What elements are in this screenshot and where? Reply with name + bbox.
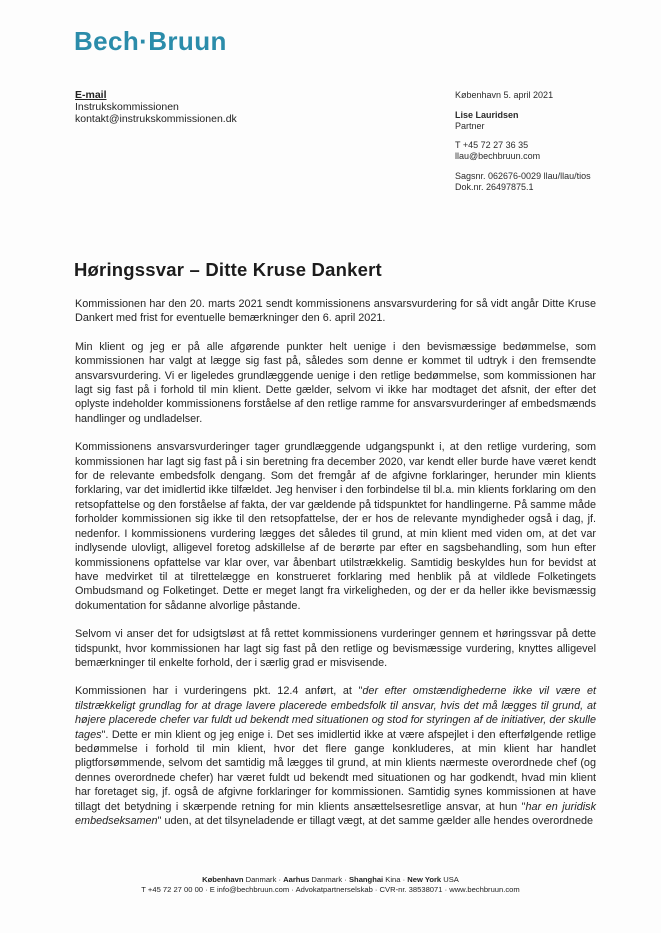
paragraph-3: Kommissionens ansvarsvurderinger tager grundlæggende udgangspunkt i, at den retlige vurdering, som kommissionen har lagt sig fast på i sin beretning fra december 2020, var kendt eller burde have været kendt for de relevante embedsfolk dengang. Som det fremgår af de afgivne forklaringer, herunder min klients forklaring, var det imidlertid ikke tilfældet. Jeg henviser i den forbindelse til bl.a. min klients forklaring om den retsopfattelse og den forståelse af fakta, der var gældende på tidspunktet for handlingerne. På samme måde forholder kommissionen sig ikke til den retsopfattelse, der er hos de relevante myndigheder også i dag, jf. nedenfor. I kommissionens vurdering lægges det således til grund, at min klient med viden om, at det var indlysende ulovligt, alligevel foretog adskillelse af de berørte par efter en sagsbehandling, som hun efter kommissionens opfattelse var klar over, var åbenbart utilstrækkelig. Samtidig beskyldes hun for bevidst at have medvirket til at tilrettelægge en konstrueret forklaring med henblik på at vildlede Folketingets Ombudsmand og Folketinget. Dette er meget langt fra virkeligheden, og der er da heller ikke bevismæssig dokumentation for sådanne alvorlige påstande. xyxy=(75,441,596,612)
recipient-channel-label: E-mail xyxy=(75,89,107,101)
paragraph-2: Min klient og jeg er på alle afgørende punkter helt uenige i den bevismæssige bedømmelse, som kommissionen har valgt at lægge sig fast på, således som denne er kommet til udtryk i den fremsendte ansvarsvurdering. Vi er ligeledes grundlæggende uenige i den retlige bedømmelse, som kommissionen har lagt sig fast på i forhold til min klient. Dette gælder, selvom vi ikke har modtaget det afsnit, der efter det oplyste indeholder kommissionens forståelse af den retlige ramme for ansvarsvurderinger af embedsmænds handlinger og undladelser. xyxy=(75,340,596,425)
paragraph-4: Selvom vi anser det for udsigtsløst at få rettet kommissionens vurderinger gennem et høringssvar på dette tidspunkt, hvor kommissionen har lagt sig fast på den retlige og bevismæssige vurdering, knyttes alligevel bemærkninger til enkelte forhold, der i særlig grad er misvisende. xyxy=(75,628,596,669)
contact-details-block xyxy=(455,140,591,162)
letter-heading: Høringssvar – Ditte Kruse Dankert xyxy=(74,259,382,280)
letter-body xyxy=(75,297,596,842)
letter-date: København 5. april 2021 xyxy=(455,90,554,100)
reference-block xyxy=(455,171,591,193)
contact-title: Partner xyxy=(455,120,485,131)
contact-phone: T +45 72 27 36 35 xyxy=(455,140,529,151)
footer-offices-line: København Danmark · Aarhus Danmark · Shanghai Kina · New York USA xyxy=(202,875,459,884)
letter-footer xyxy=(0,875,661,895)
firm-logo: Bech·Bruun xyxy=(74,26,227,56)
contact-block xyxy=(455,110,591,132)
footer-contact-line: T +45 72 27 00 00 · E info@bechbruun.com · Advokatpartnerselskab · CVR-nr. 38538071 · www.bechbruun.com xyxy=(141,884,520,894)
paragraph-5: Kommissionen har i vurderingens pkt. 12.4 anført, at "der efter omstændighederne ikke vil være et tilstrækkeligt grundlag for at drage lavere placerede embedsfolk til ansvar, hvis det må lægges til grund, at højere placerede chefer var fuldt ud bekendt med situationen og stod for styringen af de initiativer, der skulle tages". Dette er min klient og jeg enige i. Det ses imidlertid ikke at være afspejlet i den efterfølgende retlige bedømmelse i forhold til min klient, hvor det flere gange konkluderes, at min klient har handlet pligtforsømmende, selvom det samtidig må lægges til grund, at min klients nærmeste overordnede chef (og dennes overordnede chefer) har været fuldt ud bekendt med situationen og har godkendt, hvad min klient har foretaget sig, jf. også de afgivne forklaringer for kommissionen. Samtidig synes kommissionen at have tillagt det betydning i skærpende retning for min klients ansættelsesretlige ansvar, at hun "har en juridisk embedseksamen" uden, at det tilsyneladende er tillagt vægt, at det samme gælder alle hendes overordnede xyxy=(75,685,596,827)
contact-email: llau@bechbruun.com xyxy=(455,151,541,162)
case-number: Sagsnr. 062676-0029 llau/llau/tios xyxy=(455,170,591,181)
paragraph-1: Kommissionen har den 20. marts 2021 sendt kommissionens ansvarsvurdering for så vidt angår Ditte Kruse Dankert med frist for eventuelle bemærkninger den 6. april 2021. xyxy=(75,298,596,325)
recipient-email: kontakt@instrukskommissionen.dk xyxy=(75,112,237,125)
contact-name: Lise Lauridsen xyxy=(455,109,519,120)
recipient-block xyxy=(75,90,237,125)
letter-meta-block xyxy=(455,90,591,202)
document-number: Dok.nr. 26497875.1 xyxy=(455,181,534,192)
recipient-name: Instrukskommissionen xyxy=(75,100,179,113)
